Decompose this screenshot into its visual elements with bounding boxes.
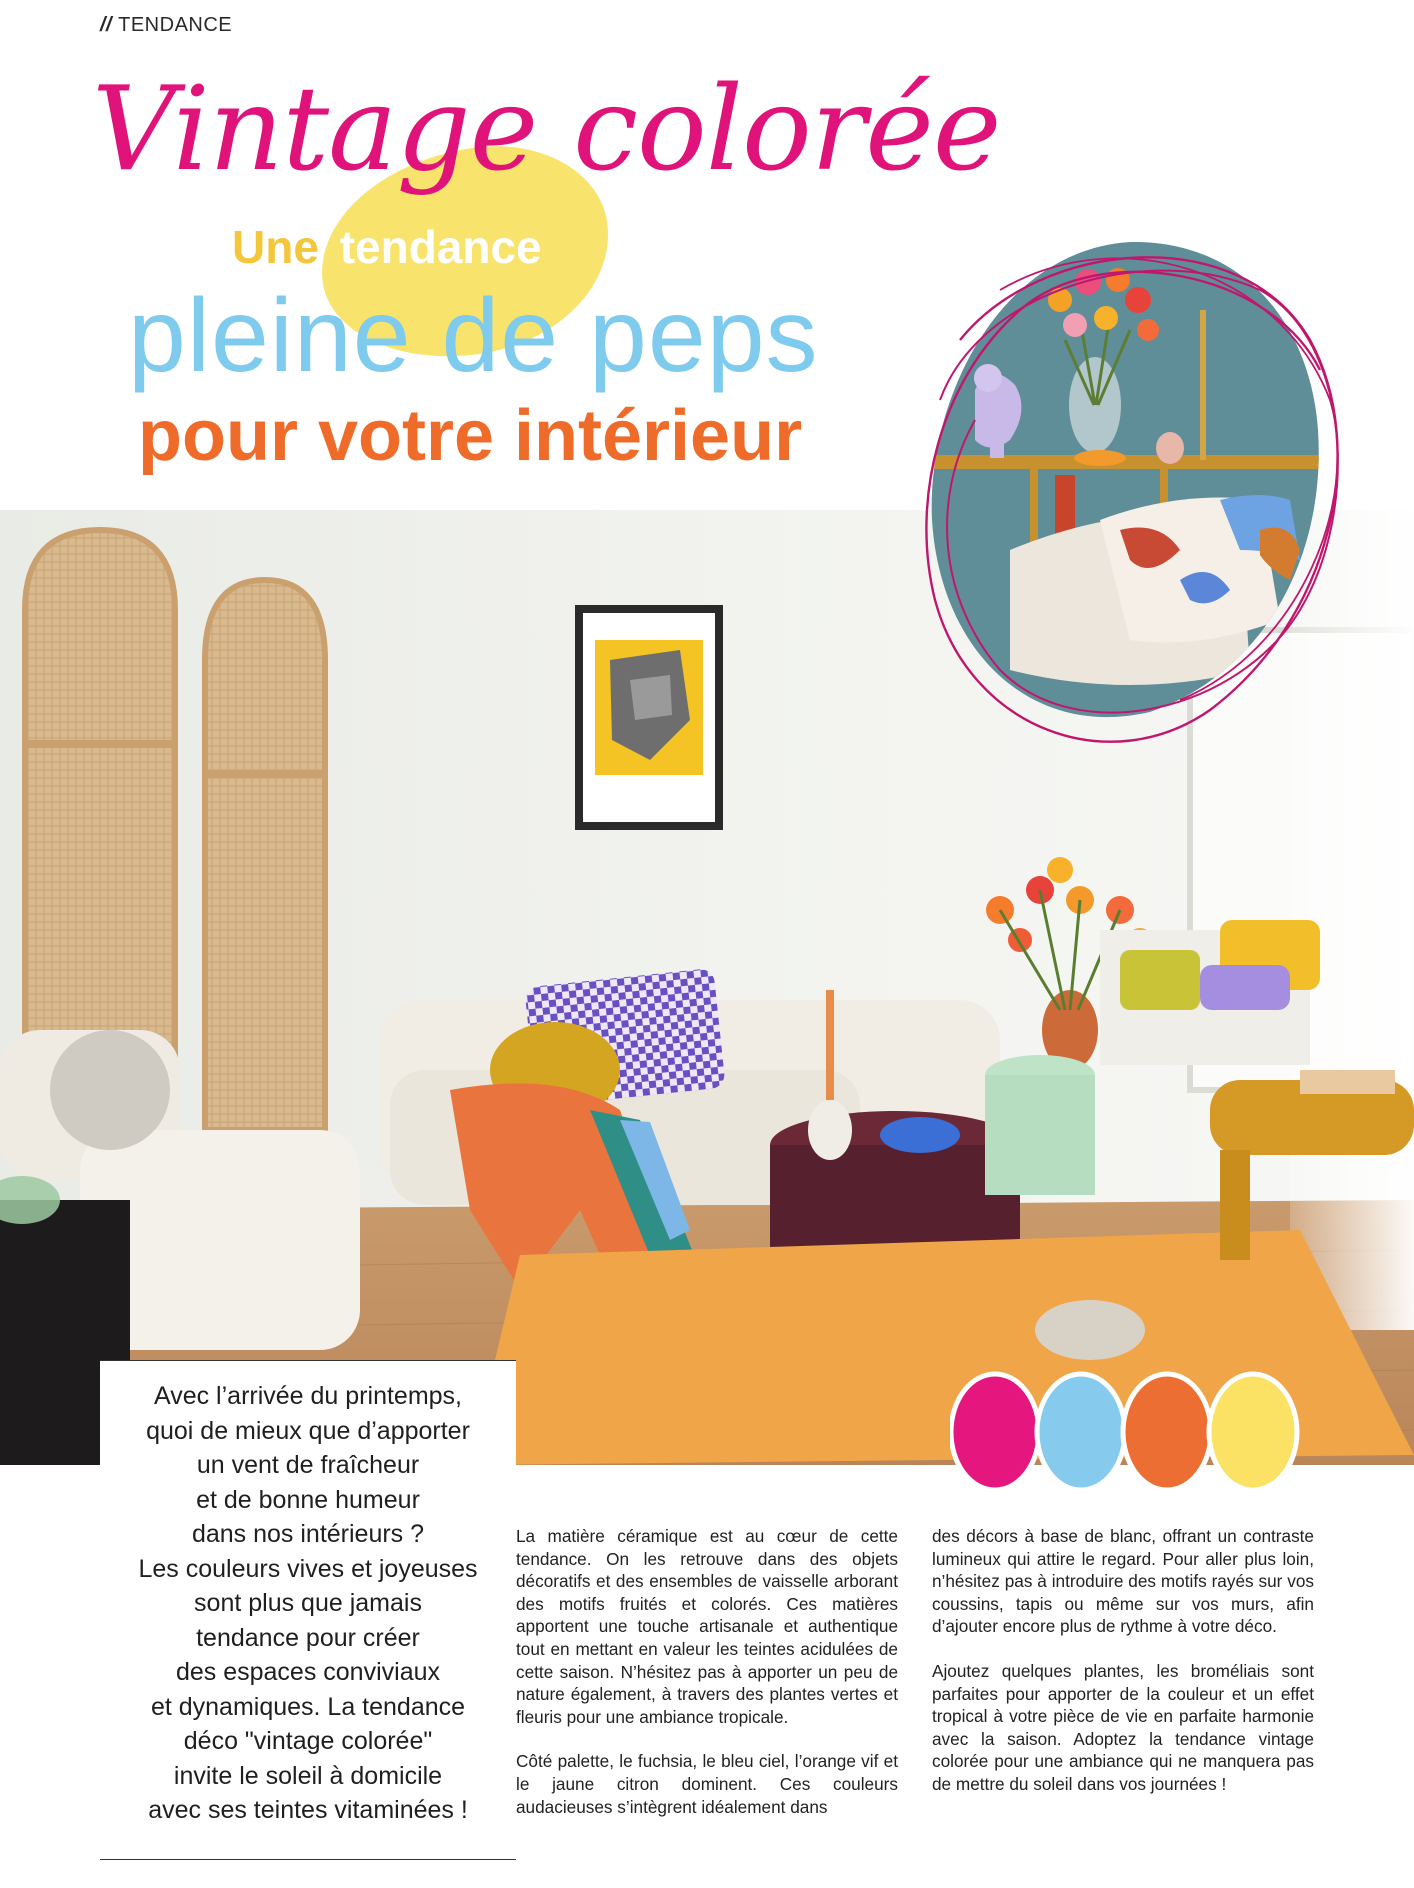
section-label (100, 14, 232, 37)
body-paragraph: Ajoutez quelques plantes, les broméliais sont parfaites pour apporter de la couleur et un effet tropical à votre pièce de vie en parfaite harmonie avec la saison. Adoptez la tendance vintage colorée pour une ambiance qui ne manquera pas de mettre du soleil dans vos journées ! (932, 1660, 1314, 1794)
yellow-swatch (1209, 1374, 1297, 1490)
body-paragraph: des décors à base de blanc, offrant un contraste lumineux qui attire le regard. Pour aller plus loin, n’hésitez pas à introduire des motifs rayés sur vos coussins, tapis ou même sur vos murs, afin d’ajouter encore plus de rythme à votre déco. (932, 1526, 1314, 1637)
body-paragraph: La matière céramique est au cœur de cette tendance. On les retrouve dans des objets décoratifs et des ensembles de vaisselle arborant des motifs fruités et colorés. Ces matières apportent une touche artisanale et authentique tout en mettant en valeur les teintes acidulées de cette saison. N’hésitez pas à apporter un peu de nature également, à travers des plantes vertes et fleuris pour une ambiance tropicale. (516, 1526, 898, 1727)
section-name: TENDANCE (118, 14, 233, 36)
inset-vase-photo (880, 200, 1380, 760)
body-column-2 (932, 1525, 1314, 1818)
subtitle-line-1 (232, 220, 542, 274)
subtitle-line-3: pour votre intérieur (138, 396, 803, 476)
subtitle-word-une: Une (232, 221, 319, 273)
intro-box (100, 1360, 516, 1860)
sky-blue-swatch (1037, 1374, 1125, 1490)
fuchsia-swatch (951, 1374, 1039, 1490)
section-slashes: // (100, 14, 113, 36)
body-column-1 (516, 1525, 898, 1840)
body-paragraph: Côté palette, le fuchsia, le bleu ciel, l’orange vif et le jaune citron dominent. Ces couleurs audacieuses s’intègrent idéalement dans (516, 1751, 898, 1817)
color-palette-swatches (950, 1368, 1300, 1496)
orange-swatch (1123, 1374, 1211, 1490)
intro-paragraph: Avec l’arrivée du printemps, quoi de mieux que d’apporter un vent de fraîcheur et de bonne humeur dans nos intérieurs ? Les couleurs vives et joyeuses sont plus que jamais tendance pour créer des espaces conviviaux et dynamiques. La tendance déco "vintage colorée" invite le soleil à domicile avec ses teintes vitaminées ! (138, 1382, 478, 1824)
page-title: Vintage colorée (92, 62, 1001, 197)
subtitle-word-tendance: tendance (339, 221, 542, 273)
subtitle-line-2: pleine de peps (128, 278, 819, 394)
